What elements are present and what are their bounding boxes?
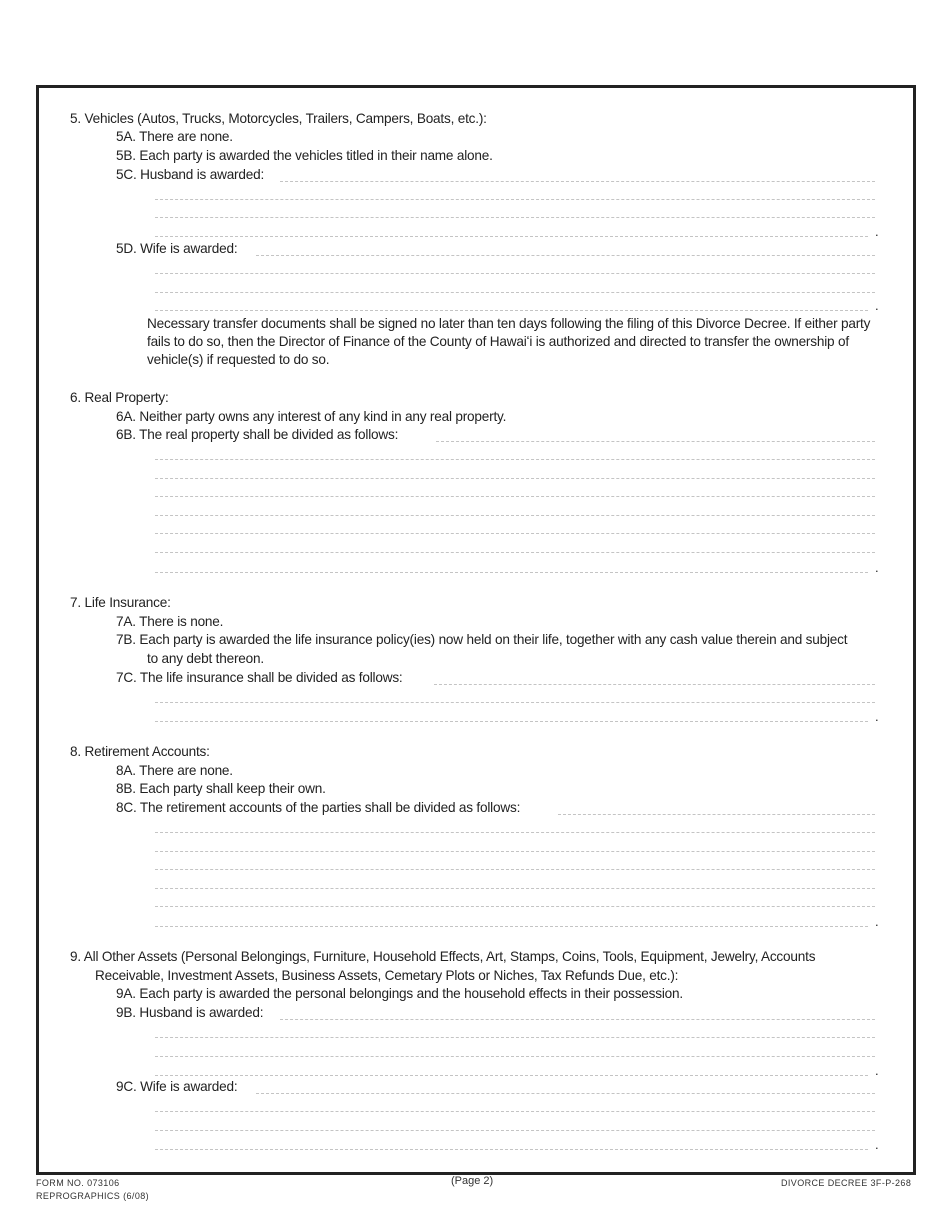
- option-8b: 8B. Each party shall keep their own.: [116, 781, 326, 796]
- fill-line-6b[interactable]: [155, 552, 875, 553]
- fill-line-9c[interactable]: [155, 1130, 875, 1131]
- fill-line-5d[interactable]: [256, 255, 875, 256]
- option-8c: 8C. The retirement accounts of the parties shall be divided as follows:: [116, 800, 521, 815]
- form-number: FORM NO. 073106: [36, 1178, 120, 1188]
- fill-line-9c[interactable]: [256, 1093, 875, 1094]
- option-7b: 7B. Each party is awarded the life insurance policy(ies) now held on their life, together with any cash value therein and subject: [116, 632, 848, 647]
- fill-line-7c[interactable]: [155, 721, 868, 722]
- fill-line-5d[interactable]: [155, 310, 868, 311]
- fill-line-9b[interactable]: [155, 1075, 868, 1076]
- option-5c: 5C. Husband is awarded:: [116, 167, 265, 182]
- option-9a: 9A. Each party is awarded the personal belongings and the household effects in their possession.: [116, 986, 683, 1001]
- fill-line-6b[interactable]: [155, 533, 875, 534]
- fill-line-5c[interactable]: [155, 199, 875, 200]
- period: .: [875, 709, 879, 724]
- fill-line-5d[interactable]: [155, 292, 875, 293]
- fill-line-6b[interactable]: [155, 572, 868, 573]
- fill-line-8c[interactable]: [155, 832, 875, 833]
- option-9b: 9B. Husband is awarded:: [116, 1005, 264, 1020]
- fill-line-7c[interactable]: [155, 702, 875, 703]
- fill-line-5d[interactable]: [155, 273, 875, 274]
- fill-line-5c[interactable]: [155, 236, 868, 237]
- period: .: [875, 298, 879, 313]
- transfer-note: Necessary transfer documents shall be signed no later than ten days following the filing of this Divorce Decree. If either party fails to do so, then the Director of Finance of the County of Hawaiʻi is authorized and directed to transfer the ownership of vehicle(s) if requested to do so.: [147, 316, 871, 367]
- fill-line-9b[interactable]: [280, 1019, 875, 1020]
- page-number: (Page 2): [451, 1175, 494, 1187]
- option-6a: 6A. Neither party owns any interest of any kind in any real property.: [116, 409, 507, 424]
- fill-line-8c[interactable]: [558, 814, 875, 815]
- fill-line-6b[interactable]: [155, 515, 875, 516]
- period: .: [875, 1063, 879, 1078]
- fill-line-6b[interactable]: [436, 441, 875, 442]
- option-9c: 9C. Wife is awarded:: [116, 1079, 238, 1094]
- option-5a: 5A. There are none.: [116, 129, 233, 144]
- option-5b: 5B. Each party is awarded the vehicles titled in their name alone.: [116, 148, 493, 163]
- option-5d: 5D. Wife is awarded:: [116, 241, 238, 256]
- section-5-heading: 5. Vehicles (Autos, Trucks, Motorcycles, Trailers, Campers, Boats, etc.):: [70, 111, 487, 126]
- fill-line-9b[interactable]: [155, 1056, 875, 1057]
- option-7b-continued: to any debt thereon.: [147, 651, 264, 666]
- fill-line-5c[interactable]: [280, 181, 875, 182]
- fill-line-6b[interactable]: [155, 478, 875, 479]
- section-9-heading-continued: Receivable, Investment Assets, Business Assets, Cemetary Plots or Niches, Tax Refunds Due, etc.):: [95, 968, 679, 983]
- period: .: [875, 560, 879, 575]
- option-8a: 8A. There are none.: [116, 763, 233, 778]
- reprographics: REPROGRAPHICS (6/08): [36, 1191, 150, 1201]
- section-7-heading: 7. Life Insurance:: [70, 595, 171, 610]
- period: .: [875, 1137, 879, 1152]
- fill-line-8c[interactable]: [155, 926, 868, 927]
- fill-line-6b[interactable]: [155, 459, 875, 460]
- fill-line-9b[interactable]: [155, 1037, 875, 1038]
- fill-line-8c[interactable]: [155, 888, 875, 889]
- fill-line-8c[interactable]: [155, 851, 875, 852]
- fill-line-9c[interactable]: [155, 1149, 868, 1150]
- fill-line-9c[interactable]: [155, 1111, 875, 1112]
- fill-line-7c[interactable]: [434, 684, 875, 685]
- document-title: DIVORCE DECREE 3F-P-268: [781, 1178, 912, 1188]
- fill-line-6b[interactable]: [155, 496, 875, 497]
- option-6b: 6B. The real property shall be divided as follows:: [116, 427, 399, 442]
- period: .: [875, 224, 879, 239]
- fill-line-5c[interactable]: [155, 217, 875, 218]
- option-7a: 7A. There is none.: [116, 614, 224, 629]
- section-6-heading: 6. Real Property:: [70, 390, 169, 405]
- section-8-heading: 8. Retirement Accounts:: [70, 744, 210, 759]
- period: .: [875, 914, 879, 929]
- fill-line-8c[interactable]: [155, 906, 875, 907]
- fill-line-8c[interactable]: [155, 869, 875, 870]
- section-9-heading: 9. All Other Assets (Personal Belongings, Furniture, Household Effects, Art, Stamps, Coins, Tools, Equipment, Jewelry, Accounts: [70, 949, 816, 964]
- option-7c: 7C. The life insurance shall be divided as follows:: [116, 670, 403, 685]
